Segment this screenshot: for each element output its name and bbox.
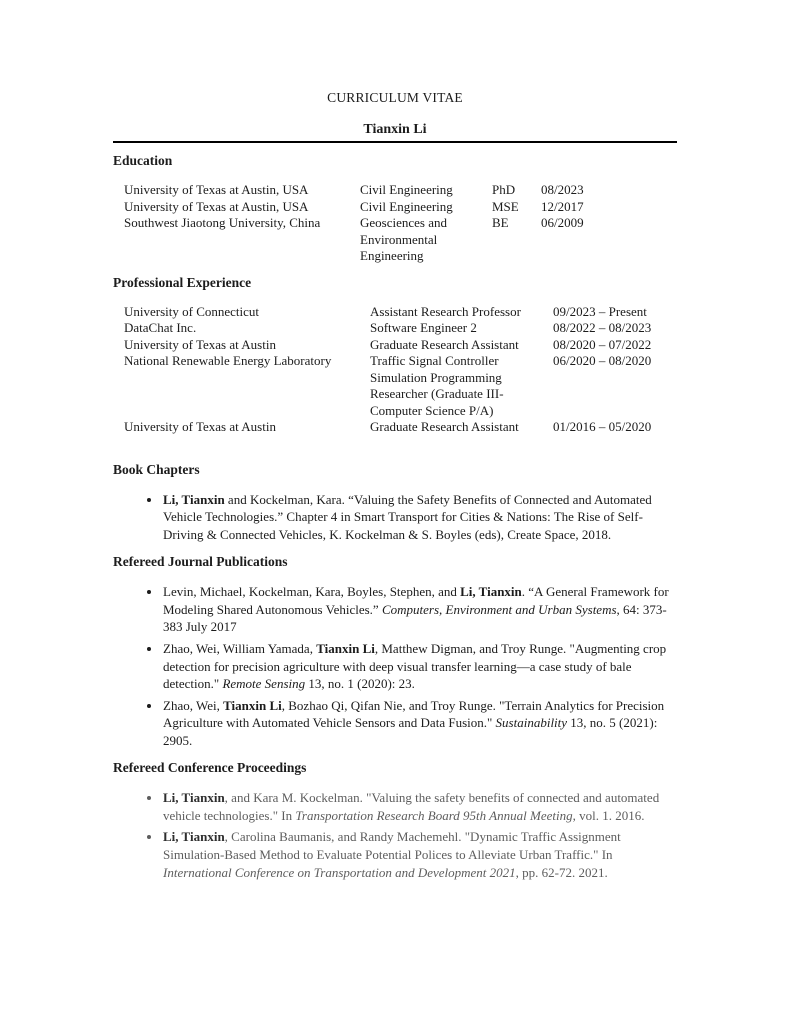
document-title: CURRICULUM VITAE <box>327 90 463 105</box>
institution: Southwest Jiaotong University, China <box>124 215 321 230</box>
degree: BE <box>492 215 509 230</box>
degree: PhD <box>492 182 516 197</box>
employer: National Renewable Energy Laboratory <box>124 353 332 368</box>
employer: DataChat Inc. <box>124 320 197 335</box>
education-table <box>113 182 677 265</box>
section-heading-journal-publications: Refereed Journal Publications <box>113 553 288 569</box>
publication-item: • Zhao, Wei, William Yamada, Tianxin Li, Matthew Digman, and Troy Runge. "Augmenting crop detection for precision agriculture with deep visual transfer learning—a case study of bale detection." Remote Sensing 13, no. 1 (2020): 23. <box>162 640 677 693</box>
publication-item: • Li, Tianxin, and Kara M. Kockelman. "Valuing the safety benefits of connected and automated vehicle technologies." In Transportation Research Board 95th Annual Meeting, vol. 1. 2016. <box>162 789 677 825</box>
education-row <box>124 182 677 199</box>
employment-dates: 01/2016 – 05/2020 <box>553 419 652 434</box>
section-heading-book-chapters: Book Chapters <box>113 461 200 477</box>
institution: University of Texas at Austin, USA <box>124 182 309 197</box>
experience-row <box>124 337 677 354</box>
experience-row <box>124 353 677 419</box>
employment-dates: 08/2020 – 07/2022 <box>553 336 652 352</box>
section-heading-experience: Professional Experience <box>113 274 252 290</box>
graduation-date: 12/2017 <box>541 198 584 214</box>
job-title: Graduate Research Assistant <box>370 336 519 352</box>
publication-item: • Zhao, Wei, Tianxin Li, Bozhao Qi, Qifan Nie, and Troy Runge. "Terrain Analytics for Precision Agriculture with Automated Vehicle Sensors and Data Fusion." Sustainability 13, no. 5 (2021): 2905. <box>162 697 677 750</box>
job-title: Assistant Research Professor <box>370 303 521 319</box>
job-title: Software Engineer 2 <box>370 320 477 335</box>
job-title: Traffic Signal Controller Simulation Programming Researcher (Graduate III-Computer Science P/A) <box>370 353 504 418</box>
employer: University of Texas at Austin <box>124 336 276 352</box>
graduation-date: 08/2023 <box>541 182 584 197</box>
header-rule <box>113 141 677 143</box>
education-row <box>124 215 677 265</box>
experience-table <box>113 304 677 436</box>
book-chapters-list <box>113 491 677 544</box>
field-of-study: Geosciences and Environmental Engineering <box>360 215 447 263</box>
field-of-study: Civil Engineering <box>360 198 453 214</box>
section-heading-conference-proceedings: Refereed Conference Proceedings <box>113 760 307 776</box>
institution: University of Texas at Austin, USA <box>124 198 309 214</box>
employer: University of Texas at Austin <box>124 419 276 434</box>
job-title: Graduate Research Assistant <box>370 419 519 434</box>
experience-row <box>124 419 677 436</box>
employment-dates: 08/2022 – 08/2023 <box>553 320 652 335</box>
employer: University of Connecticut <box>124 303 260 319</box>
publication-item: • Li, Tianxin and Kockelman, Kara. “Valuing the Safety Benefits of Connected and Automated Vehicle Technologies.” Chapter 4 in Smart Transport for Cities & Nations: The Rise of Self-Driving & Connected Vehicles, K. Kockelman & S. Boyles (eds), Create Space, 2018. <box>162 491 677 544</box>
experience-row <box>124 320 677 337</box>
journal-publications-list <box>113 583 677 750</box>
degree: MSE <box>492 198 519 214</box>
field-of-study: Civil Engineering <box>360 182 453 197</box>
section-heading-education: Education <box>113 153 173 168</box>
experience-row <box>124 304 677 321</box>
conference-proceedings-list <box>113 789 677 881</box>
author-name: Tianxin Li <box>363 122 427 137</box>
publication-item: • Levin, Michael, Kockelman, Kara, Boyles, Stephen, and Li, Tianxin. “A General Framework for Modeling Shared Autonomous Vehicles.” Computers, Environment and Urban Systems, 64: 373-383 July 2017 <box>162 583 677 636</box>
publication-item: • Li, Tianxin, Carolina Baumanis, and Randy Machemehl. "Dynamic Traffic Assignment Simulation-Based Method to Evaluate Potential Polices to Alleviate Urban Traffic." In International Conference on Transportation and Development 2021, pp. 62-72. 2021. <box>162 828 677 881</box>
education-row <box>124 199 677 216</box>
employment-dates: 09/2023 – Present <box>553 303 647 319</box>
graduation-date: 06/2009 <box>541 215 584 230</box>
employment-dates: 06/2020 – 08/2020 <box>553 353 652 368</box>
